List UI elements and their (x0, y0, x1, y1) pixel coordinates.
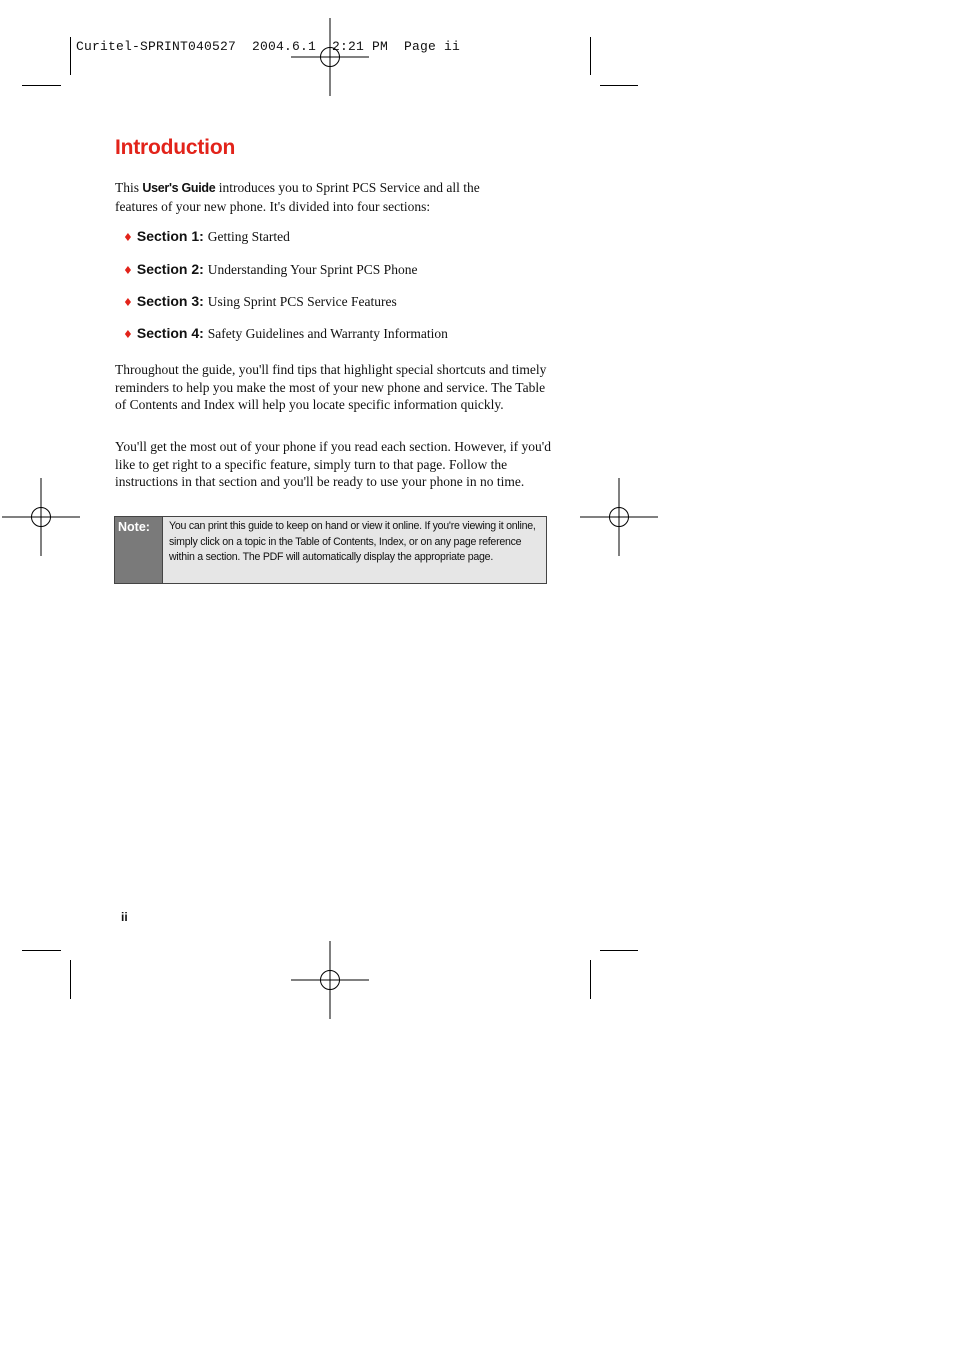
crop-mark-top-left-horizontal (22, 85, 61, 86)
crop-mark-top-right-horizontal (600, 85, 638, 86)
crop-mark-bottom-right-horizontal (600, 950, 638, 951)
section-item-3 (123, 293, 397, 310)
section-title: Understanding Your Sprint PCS Phone (207, 262, 418, 277)
intro-line2: features of your new phone. It's divided into four sections: (115, 198, 431, 214)
crop-mark-bottom-left-horizontal (22, 950, 61, 951)
intro-line1-rest: introduces you to Sprint PCS Service and all the (215, 180, 480, 195)
intro-prefix: This (115, 180, 143, 195)
diamond-bullet-icon: ♦ (123, 231, 133, 244)
note-label: Note: (115, 517, 163, 583)
section-label: Section 3: (136, 293, 204, 309)
section-label: Section 2: (136, 261, 204, 277)
section-item-2 (123, 261, 417, 278)
registration-mark-top-icon (291, 18, 369, 96)
section-title: Getting Started (207, 229, 290, 244)
crop-mark-top-right-vertical (590, 37, 591, 75)
note-text: You can print this guide to keep on hand or view it online. If you're viewing it online, simply click on a topic in the Table of Contents, Index, or on any page reference within a section. The PDF will automatically display the appropriate page. (163, 517, 546, 583)
crop-mark-bottom-right-vertical (590, 960, 591, 999)
section-title: Using Sprint PCS Service Features (207, 294, 397, 309)
section-item-1 (123, 228, 290, 245)
crop-mark-bottom-left-vertical (70, 960, 71, 999)
section-label: Section 4: (136, 325, 204, 341)
registration-mark-left-icon (2, 478, 80, 556)
registration-mark-bottom-icon (291, 941, 369, 1019)
paragraph-tips: Throughout the guide, you'll find tips that highlight special shortcuts and timely reminders to help you make the most of your new phone and service. The Table of Contents and Index will help you locate specific information quickly. (115, 362, 547, 413)
page-title: Introduction (115, 136, 236, 159)
note-box (114, 516, 547, 584)
printer-slug: Curitel-SPRINT040527 2004.6.1 2:21 PM Page ii (76, 39, 461, 54)
intro-paragraph (115, 179, 555, 215)
section-label: Section 1: (136, 228, 204, 244)
diamond-bullet-icon: ♦ (123, 264, 133, 277)
crop-mark-top-left-vertical (70, 37, 71, 75)
diamond-bullet-icon: ♦ (123, 296, 133, 309)
registration-mark-right-icon (580, 478, 658, 556)
page-number: ii (121, 910, 128, 924)
section-item-4 (123, 325, 448, 342)
users-guide-emphasis: User's Guide (142, 181, 216, 195)
diamond-bullet-icon: ♦ (123, 328, 133, 341)
section-title: Safety Guidelines and Warranty Information (207, 326, 448, 341)
paragraph-sections: You'll get the most out of your phone if you read each section. However, if you'd like to get right to a specific feature, simply turn to that page. Follow the instructions in that section and you'll be ready to use your phone in no time. (115, 439, 551, 490)
